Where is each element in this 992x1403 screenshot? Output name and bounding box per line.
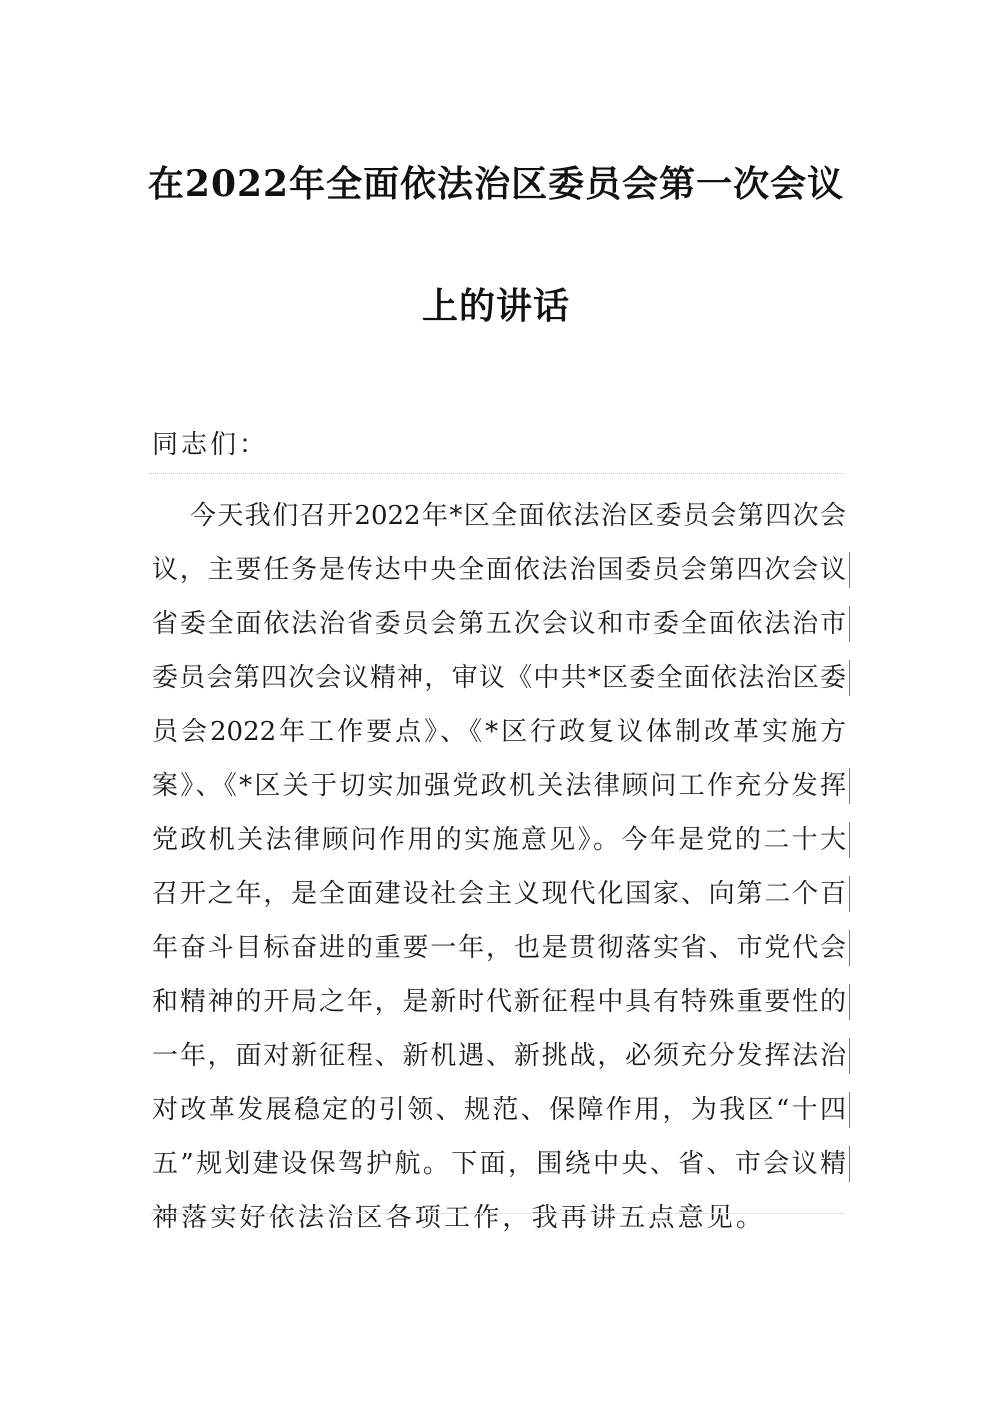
bottom-divider bbox=[150, 1213, 844, 1214]
margin-marker bbox=[849, 606, 850, 642]
margin-marker bbox=[849, 660, 850, 696]
paragraph-line: 案》、《*区关于切实加强党政机关法律顾问工作充分发挥 bbox=[152, 764, 846, 818]
paragraph-line: 员会2022年工作要点》、《*区行政复议体制改革实施方 bbox=[152, 717, 846, 747]
margin-marker bbox=[849, 984, 850, 1020]
paragraph-line: 召开之年，是全面建设社会主义现代化国家、向第二个百 bbox=[152, 872, 846, 926]
paragraph-line: 对改革发展稳定的引领、规范、保障作用，为我区“十四 bbox=[152, 1088, 846, 1142]
margin-marker bbox=[849, 1038, 850, 1074]
document-title-line-1: 在2022年全面依法治区委员会第一次会议 bbox=[147, 163, 845, 205]
margin-marker bbox=[849, 552, 850, 588]
margin-marker bbox=[849, 930, 850, 966]
body-paragraph bbox=[152, 494, 846, 1250]
paragraph-line: 党政机关法律顾问作用的实施意见》。今年是党的二十大 bbox=[152, 818, 846, 872]
margin-marker bbox=[849, 1146, 850, 1182]
margin-marker bbox=[849, 1092, 850, 1128]
dotted-separator bbox=[150, 473, 844, 474]
paragraph-line: 神落实好依法治区各项工作，我再讲五点意见。 bbox=[152, 1203, 766, 1233]
document-title-line-2: 上的讲话 bbox=[421, 285, 570, 327]
margin-marker bbox=[849, 876, 850, 912]
paragraph-line: 一年，面对新征程、新机遇、新挑战，必须充分发挥法治 bbox=[152, 1034, 846, 1088]
paragraph-line: 年奋斗目标奋进的重要一年，也是贯彻落实省、市党代会 bbox=[152, 926, 846, 980]
paragraph-line: 委员会第四次会议精神，审议《中共*区委全面依法治区委 bbox=[152, 656, 846, 710]
margin-marker bbox=[849, 822, 850, 858]
paragraph-line: 五”规划建设保驾护航。下面，围绕中央、省、市会议精 bbox=[152, 1142, 846, 1196]
margin-marker bbox=[849, 768, 850, 804]
paragraph-line: 今天我们召开2022年*区全面依法治区委员会第四次会 bbox=[190, 501, 846, 531]
paragraph-line: 议，主要任务是传达中央全面依法治国委员会第四次会议 bbox=[152, 548, 846, 602]
paragraph-line: 和精神的开局之年，是新时代新征程中具有特殊重要性的 bbox=[152, 980, 846, 1034]
salutation: 同志们： bbox=[152, 430, 269, 460]
paragraph-line: 省委全面依法治省委员会第五次会议和市委全面依法治市 bbox=[152, 602, 846, 656]
